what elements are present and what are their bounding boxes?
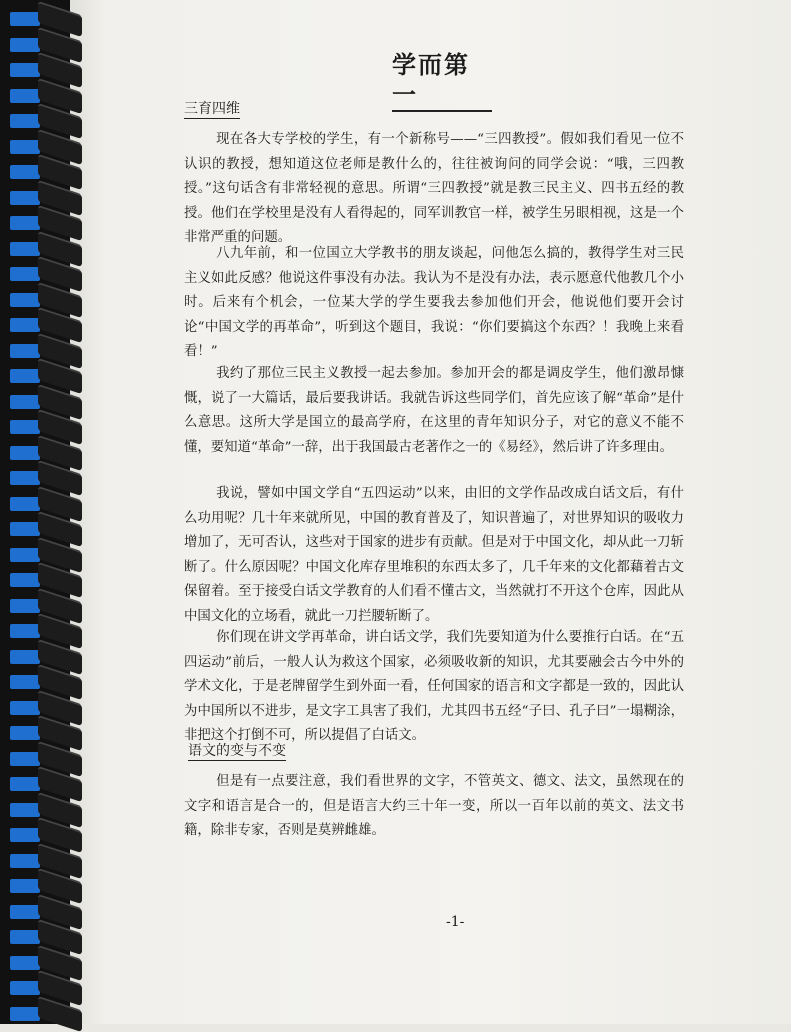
binding-hole [10,752,40,766]
section-heading-1: 三育四维 [184,101,240,117]
binding-hole [10,522,40,536]
binding-hole [10,879,40,893]
binding-hole [10,701,40,715]
binding-hole [10,344,40,358]
paragraph-4: 我说，譬如中国文学自“五四运动”以来，由旧的文学作品改成白话文后，有什么功用呢？几十年来就所见，中国的教育普及了，知识普遍了，对世界知识的吸收力增加了，无可否认，这些对于国家的进步有贡献。但是对于中国文化，却从此一刀斩断了。什么原因呢？中国文化库存里堆积的东西太多了，几千年来的文化都藉着古文保留着。至于接受白话文学教育的人们看不懂古文，当然就打不开这个仓库，因此从中国文化的立场看，就此一刀拦腰斩断了。 [184,486,684,624]
page-title: 学而第一 [392,50,492,112]
binding-hole [10,828,40,842]
binding-hole [10,420,40,434]
paragraph-2: 八九年前，和一位国立大学教书的朋友谈起，问他怎么搞的，教得学生对三民主义如此反感？他说这件事没有办法。我认为不是没有办法，表示愿意代他教几个小时。后来有个机会，一位某大学的学生要我去参加他们开会，他说他们要开会讨论“中国文学的再革命”，听到这个题目，我说：“你们要搞这个东西？！我晚上来看看！” [184,246,684,359]
binding-hole [10,38,40,52]
binding-hole [10,854,40,868]
binding-hole [10,12,40,26]
binding-hole [10,114,40,128]
binding-hole [10,650,40,664]
binding-hole [10,981,40,995]
binding-hole [10,369,40,383]
binding-hole [10,956,40,970]
binding-hole [10,446,40,460]
binding-hole [10,905,40,919]
section-heading-2: 语文的变与不变 [188,743,286,759]
binding-hole [10,318,40,332]
binding-hole [10,624,40,638]
binding-hole [10,191,40,205]
binding-hole [10,242,40,256]
binding-hole [10,548,40,562]
binding-hole [10,930,40,944]
paragraph-1: 现在各大专学校的学生，有一个新称号——“三四教授”。假如我们看见一位不认识的教授，想知道这位老师是教什么的，往往被询问的同学会说：“哦，三四教授。”这句话含有非常轻视的意思。所谓“三四教授”就是教三民主义、四书五经的教授。他们在学校里是没有人看得起的，同军训教官一样，被学生另眼相视，这是一个非常严重的问题。 [184,132,684,245]
binding-hole [10,803,40,817]
binding-hole [10,471,40,485]
bleed-through-text [250,96,261,112]
binding-hole [10,267,40,281]
binding-hole [10,573,40,587]
binding-hole [10,89,40,103]
binding-hole [10,599,40,613]
binding-hole [10,675,40,689]
binding-hole [10,63,40,77]
binding-hole [10,726,40,740]
binding-hole [10,216,40,230]
binding-hole [10,777,40,791]
binding-hole [10,140,40,154]
paragraph-6: 但是有一点要注意，我们看世界的文字，不管英文、德文、法文，虽然现在的文字和语言是合一的，但是语言大约三十年一变，所以一百年以前的英文、法文书籍，除非专家，否则是莫辨雌雄。 [184,774,684,838]
binding-hole [10,1007,40,1021]
paragraph-3: 我约了那位三民主义教授一起去参加。参加开会的都是调皮学生，他们激昂慷慨，说了一大篇话，最后要我讲话。我就告诉这些同学们，首先应该了解“革命”是什么意思。这所大学是国立的最高学府，在这里的青年知识分子，对它的意义不能不懂，要知道“革命”一辞，出于我国最古老著作之一的《易经》，然后讲了许多理由。 [184,366,684,455]
binding-hole [10,293,40,307]
page-number: -1- [446,914,465,930]
binding-hole [10,497,40,511]
binding-hole [10,165,40,179]
binding-hole [10,395,40,409]
paragraph-5: 你们现在讲文学再革命，讲白话文学，我们先要知道为什么要推行白话。在“五四运动”前后，一般人认为救这个国家，必须吸收新的知识，尤其要融会古今中外的学术文化，于是老牌留学生到外面一看，任何国家的语言和文字都是一致的，因此认为中国所以不进步，是文字工具害了我们，尤其四书五经“子曰、孔子曰”一塌糊涂，非把这个打倒不可，所以提倡了白话文。 [184,630,684,743]
